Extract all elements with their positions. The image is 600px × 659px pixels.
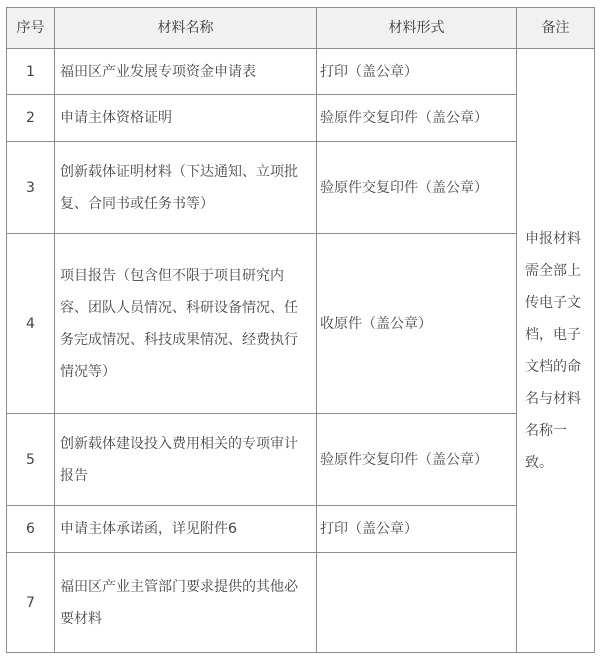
material-name: 福田区产业主管部门要求提供的其他必要材料 [55, 553, 317, 653]
row-index: 2 [7, 95, 55, 142]
materials-table [6, 7, 595, 653]
table-row [7, 49, 595, 95]
material-name: 创新载体建设投入费用相关的专项审计报告 [55, 414, 317, 506]
table-row [7, 234, 595, 414]
table-row [7, 95, 595, 142]
note-cell [517, 49, 595, 653]
material-form: 收原件（盖公章） [317, 234, 517, 414]
material-name: 申请主体资格证明 [55, 95, 317, 142]
material-name: 项目报告（包含但不限于项目研究内容、团队人员情况、科研设备情况、任务完成情况、科技成果情况、经费执行情况等） [55, 234, 317, 414]
material-name: 福田区产业发展专项资金申请表 [55, 49, 317, 95]
header-note: 备注 [517, 8, 595, 49]
table-row [7, 553, 595, 653]
material-form: 验原件交复印件（盖公章） [317, 95, 517, 142]
material-form: 验原件交复印件（盖公章） [317, 142, 517, 234]
row-index: 6 [7, 506, 55, 553]
row-index: 4 [7, 234, 55, 414]
material-name: 申请主体承诺函，详见附件6 [55, 506, 317, 553]
header-index: 序号 [7, 8, 55, 49]
row-index: 3 [7, 142, 55, 234]
material-form [317, 553, 517, 653]
table-row [7, 142, 595, 234]
note-text: 申报材料需全部上传电子文档，电子文档的命名与材料名称一致。 [525, 230, 581, 471]
row-index: 7 [7, 553, 55, 653]
material-form: 打印（盖公章） [317, 49, 517, 95]
header-name: 材料名称 [55, 8, 317, 49]
material-name: 创新载体证明材料（下达通知、立项批复、合同书或任务书等） [55, 142, 317, 234]
row-index: 5 [7, 414, 55, 506]
material-form: 验原件交复印件（盖公章） [317, 414, 517, 506]
material-form: 打印（盖公章） [317, 506, 517, 553]
table-row [7, 506, 595, 553]
header-form: 材料形式 [317, 8, 517, 49]
row-index: 1 [7, 49, 55, 95]
table-row [7, 414, 595, 506]
header-row [7, 8, 595, 49]
